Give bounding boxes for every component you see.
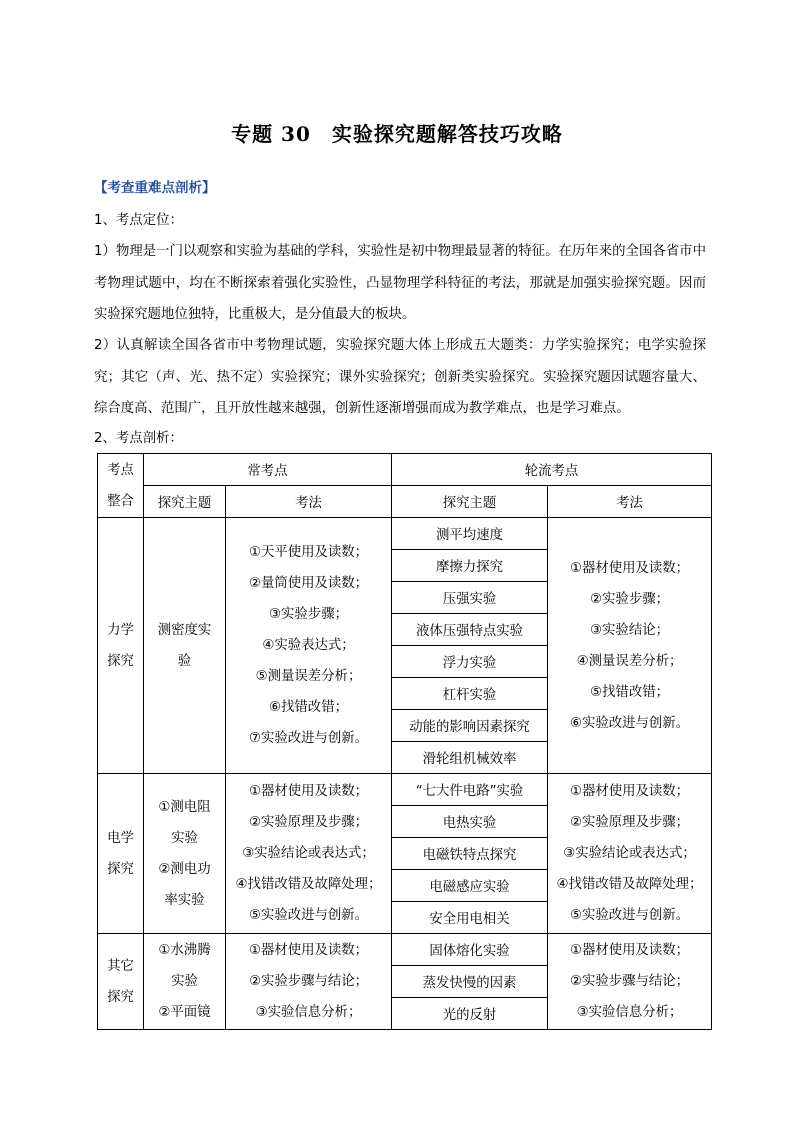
method-line: ⑥实验改进与创新。 [569, 715, 690, 731]
method-line: ①器材使用及读数； [569, 560, 690, 576]
header-topic-rotating: 探究主题 [392, 486, 548, 518]
header-kaodian-zhenghe [98, 454, 144, 518]
method-line: ③实验信息分析； [255, 1005, 362, 1020]
main-topic-line: ②平面镜 [158, 1005, 211, 1020]
method-line: ②实验步骤与结论； [248, 974, 369, 989]
method-line: ③实验结论； [590, 622, 669, 638]
main-methods-cell [226, 518, 392, 774]
method-line: ⑦实验改进与创新。 [248, 731, 369, 746]
method-line: ⑤实验改进与创新。 [248, 908, 369, 923]
rotating-topics-cell [392, 774, 548, 934]
method-line: ⑤测量误差分析； [255, 669, 362, 684]
main-topic-cell [144, 518, 226, 774]
method-line: ③实验步骤； [269, 607, 348, 622]
header-method-common: 考法 [226, 486, 392, 518]
method-line: ①器材使用及读数； [248, 784, 369, 799]
method-line: ①器材使用及读数； [569, 943, 690, 958]
header-kaodian: 考点 [107, 462, 134, 478]
category-line: 探究 [107, 653, 134, 669]
header-method-rotating: 考法 [548, 486, 712, 518]
main-methods-cell [226, 934, 392, 1030]
method-line: ②实验原理及步骤； [569, 815, 690, 830]
main-topic-line: 率实验 [164, 892, 205, 908]
method-line: ①器材使用及读数； [569, 784, 690, 799]
rotating-topic: 光的反射 [442, 1008, 497, 1023]
method-line: ②实验原理及步骤； [248, 815, 369, 830]
main-topic-cell [144, 934, 226, 1030]
method-line: ⑤找错改错； [590, 684, 669, 700]
main-topic-line: ①水沸腾 [158, 943, 211, 958]
exam-points-table [97, 453, 712, 1030]
rotating-topic: 压强实验 [392, 582, 547, 614]
header-changkao: 常考点 [144, 454, 392, 486]
rotating-topic: 固体熔化实验 [392, 934, 547, 966]
method-line: ①天平使用及读数； [248, 545, 369, 560]
rotating-methods-cell [548, 518, 712, 774]
point1-paragraph2: 2）认真解读全国各省市中考物理试题，实验探究题大体上形成五大题类：力学实验探究；电学实验探究；其它（声、光、热不定）实验探究；课外实验探究；创新类实验探究。实验探究题因试题容量大、综合度高、范围广，且开放性越来越强，创新性逐渐增强而成为教学难点，也是学习难点。 [94, 338, 706, 416]
main-topic-line: ②测电功 [158, 861, 211, 877]
rotating-methods-cell [548, 774, 712, 934]
method-line: ①器材使用及读数； [248, 943, 369, 958]
rotating-topic: 杠杆实验 [392, 678, 547, 710]
rotating-topics-cell [392, 934, 548, 1030]
table-row [98, 774, 712, 934]
rotating-topic: 电热实验 [392, 806, 547, 838]
method-line: ③实验结论或表达式； [563, 846, 696, 861]
main-topic-line: 验 [177, 653, 192, 669]
main-topic-line: ①测电阻 [158, 799, 211, 815]
rotating-topic: 液体压强特点实验 [392, 614, 547, 646]
method-line: ②量筒使用及读数； [248, 576, 369, 591]
page-title: 专题 30 实验探究题解答技巧攻略 [231, 122, 563, 146]
main-methods-cell [226, 774, 392, 934]
method-line: ②实验步骤与结论； [569, 974, 690, 989]
method-line: ⑤实验改进与创新。 [569, 908, 690, 923]
header-topic-common: 探究主题 [144, 486, 226, 518]
main-topic-line: 测密度实 [157, 622, 212, 638]
main-topic-cell [144, 774, 226, 934]
method-line: ④找错改错及故障处理； [556, 877, 703, 892]
category-line: 其它 [107, 958, 134, 974]
table-row [98, 934, 712, 1030]
rotating-topic: 蒸发快慢的因素 [392, 966, 547, 998]
method-line: ④找错改错及故障处理； [235, 877, 382, 892]
rotating-topics-cell [392, 518, 548, 774]
rotating-topic: 电磁感应实验 [392, 870, 547, 902]
rotating-topic: “七大件电路”实验 [392, 774, 547, 806]
method-line: ④实验表达式； [262, 638, 355, 653]
method-line: ③实验信息分析； [576, 1005, 683, 1020]
main-topic-line: 实验 [171, 830, 198, 846]
point1-paragraph1: 1）物理是一门以观察和实验为基础的学科，实验性是初中物理最显著的特征。在历年来的全国各省市中考物理试题中，均在不断探索着强化实验性，凸显物理学科特征的考法，那就是加强实验探究题。因而实验探究题地位独特，比重极大，是分值最大的板块。 [94, 244, 706, 322]
rotating-topic: 安全用电相关 [429, 912, 510, 927]
rotating-topic: 动能的影响因素探究 [392, 710, 547, 742]
category-cell [98, 518, 144, 774]
category-line: 力学 [107, 622, 134, 638]
method-line: ②实验步骤； [590, 591, 669, 607]
category-line: 探究 [107, 989, 134, 1005]
rotating-topic: 摩擦力探究 [392, 550, 547, 582]
table-row [98, 518, 712, 774]
rotating-topic: 滑轮组机械效率 [422, 752, 517, 767]
point1-heading: 1、考点定位： [94, 213, 183, 228]
rotating-methods-cell [548, 934, 712, 1030]
method-line: ③实验结论或表达式； [242, 846, 375, 861]
rotating-topic: 测平均速度 [392, 518, 547, 550]
method-line: ④测量误差分析； [576, 653, 683, 669]
rotating-topic: 电磁铁特点探究 [392, 838, 547, 870]
method-line: ⑥找错改错； [269, 700, 348, 715]
category-line: 探究 [107, 861, 134, 877]
rotating-topic: 浮力实验 [392, 646, 547, 678]
category-cell [98, 774, 144, 934]
section-heading: 【考查重难点剖析】 [94, 180, 216, 196]
header-zhenghe: 整合 [107, 493, 134, 509]
category-cell [98, 934, 144, 1030]
header-lunliu: 轮流考点 [392, 454, 712, 486]
main-topic-line: 实验 [171, 974, 198, 989]
category-line: 电学 [107, 830, 134, 846]
point2-heading: 2、考点剖析： [94, 431, 183, 446]
